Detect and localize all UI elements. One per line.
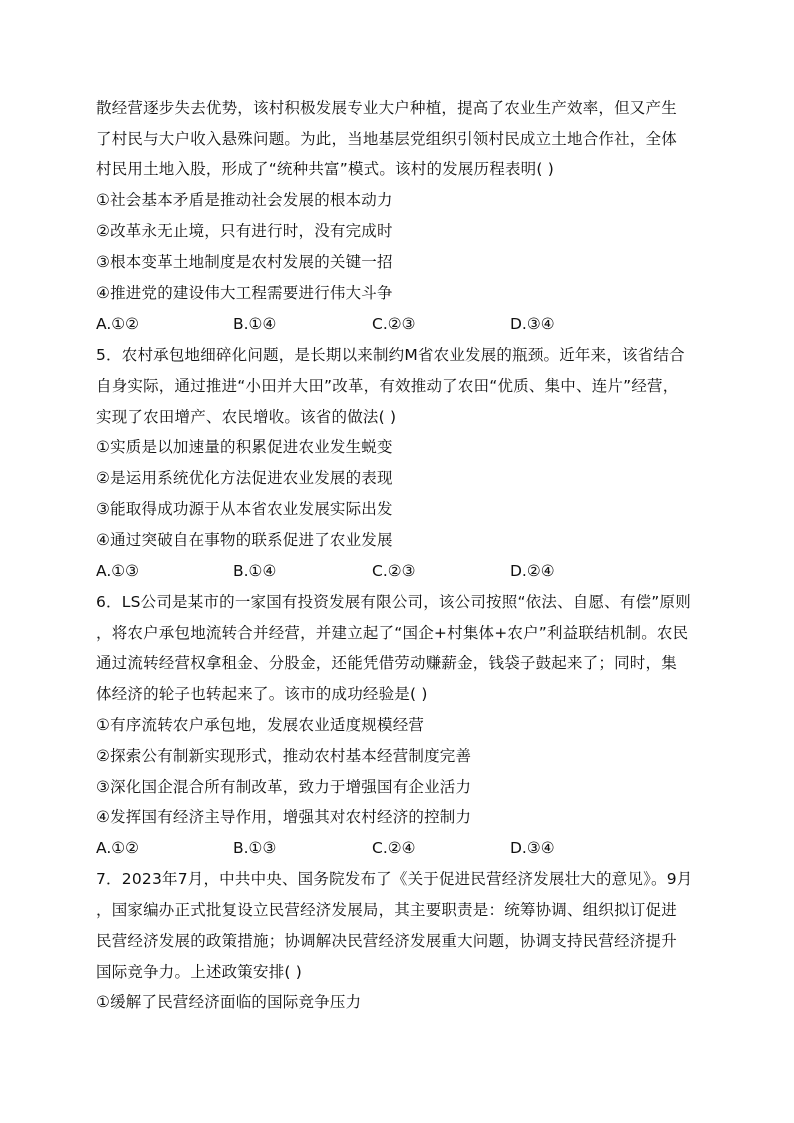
q4-stem-line-2: 了村民与大户收入悬殊问题。为此，当地基层党组织引领村民成立土地合作社，全体 xyxy=(96,130,677,148)
q5-stem-line-1: 5．农村承包地细碎化问题，是长期以来制约M省农业发展的瓶颈。近年来，该省结合 xyxy=(96,346,685,364)
q6-item-4: ④发挥国有经济主导作用，增强其对农村经济的控制力 xyxy=(96,808,472,826)
q5-option-b: B.①④ xyxy=(233,562,277,580)
q6-option-b: B.①③ xyxy=(233,839,277,857)
q6-option-a: A.①② xyxy=(96,839,140,857)
q4-item-1: ①社会基本矛盾是推动社会发展的根本动力 xyxy=(96,191,393,209)
q5-item-1: ①实质是以加速量的积累促进农业发生蜕变 xyxy=(96,438,393,456)
q7-stem-line-4: 国际竞争力。上述政策安排( ) xyxy=(96,963,303,981)
q4-option-b: B.①④ xyxy=(233,315,277,333)
q5-stem-line-2: 自身实际，通过推进“小田并大田”改革，有效推动了农田“优质、集中、连片”经营， xyxy=(96,377,679,395)
q6-option-c: C.②④ xyxy=(372,839,416,857)
q7-stem-line-2: ，国家编办正式批复设立民营经济发展局，其主要职责是：统筹协调、组织拟订促进 xyxy=(96,901,677,919)
q6-item-3: ③深化国企混合所有制改革，致力于增强国有企业活力 xyxy=(96,778,472,796)
q4-option-c: C.②③ xyxy=(372,315,416,333)
q5-stem-line-3: 实现了农田增产、农民增收。该省的做法( ) xyxy=(96,408,397,426)
q6-item-1: ①有序流转农户承包地，发展农业适度规模经营 xyxy=(96,716,425,734)
q5-option-a: A.①③ xyxy=(96,562,140,580)
q4-stem-line-1: 散经营逐步失去优势，该村积极发展专业大户种植，提高了农业生产效率，但又产生 xyxy=(96,99,677,117)
q4-item-2: ②改革永无止境，只有进行时，没有完成时 xyxy=(96,222,393,240)
q6-stem-line-3: 通过流转经营权拿租金、分股金，还能凭借劳动赚薪金，钱袋子鼓起来了；同时，集 xyxy=(96,654,677,672)
q7-item-1: ①缓解了民营经济面临的国际竞争压力 xyxy=(96,993,362,1011)
q4-option-a: A.①② xyxy=(96,315,140,333)
q4-item-3: ③根本变革土地制度是农村发展的关键一招 xyxy=(96,253,393,271)
q5-item-3: ③能取得成功源于从本省农业发展实际出发 xyxy=(96,500,393,518)
q7-stem-line-3: 民营经济发展的政策措施；协调解决民营经济发展重大问题，协调支持民营经济提升 xyxy=(96,932,677,950)
q6-stem-line-1: 6．LS公司是某市的一家国有投资发展有限公司，该公司按照“依法、自愿、有偿”原则 xyxy=(96,593,691,611)
q4-option-d: D.③④ xyxy=(510,315,555,333)
q5-option-c: C.②③ xyxy=(372,562,416,580)
q5-option-d: D.②④ xyxy=(510,562,555,580)
q5-item-2: ②是运用系统优化方法促进农业发展的表现 xyxy=(96,469,393,487)
q5-item-4: ④通过突破自在事物的联系促进了农业发展 xyxy=(96,531,393,549)
q6-stem-line-4: 体经济的轮子也转起来了。该市的成功经验是( ) xyxy=(96,685,428,703)
q6-stem-line-2: ，将农户承包地流转合并经营，并建立起了“国企+村集体+农户”利益联结机制。农民 xyxy=(96,624,689,642)
q6-option-d: D.③④ xyxy=(510,839,555,857)
q6-item-2: ②探索公有制新实现形式，推动农村基本经营制度完善 xyxy=(96,747,472,765)
q4-stem-line-3: 村民用土地入股，形成了“统种共富”模式。该村的发展历程表明( ) xyxy=(96,160,554,178)
q7-stem-line-1: 7．2023年7月，中共中央、国务院发布了《关于促进民营经济发展壮大的意见》。9月 xyxy=(96,870,693,888)
q4-item-4: ④推进党的建设伟大工程需要进行伟大斗争 xyxy=(96,284,393,302)
